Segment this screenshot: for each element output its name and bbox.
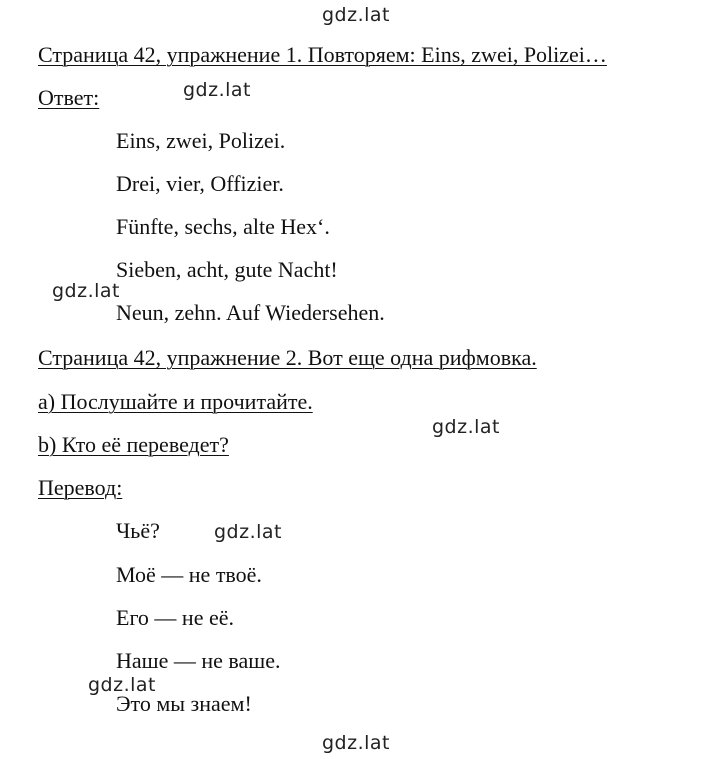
answer-label: Ответ: [38,85,100,110]
translation-line-3: Его — не её. [116,605,234,630]
watermark: gdz.lat [432,416,501,438]
watermark: gdz.lat [183,79,252,101]
task-b: b) Кто её переведет? [38,432,229,457]
translation-line-1: Чьё? [116,518,160,543]
task-a: а) Послушайте и прочитайте. [38,389,313,414]
verse-line-3: Fünfte, sechs, alte Hex‘. [116,214,330,239]
watermark: gdz.lat [88,674,157,696]
verse-line-1: Eins, zwei, Polizei. [116,128,286,153]
watermark: gdz.lat [214,521,283,543]
watermark-top: gdz.lat [322,4,391,26]
translation-line-4: Наше — не ваше. [116,648,281,673]
watermark: gdz.lat [52,280,121,302]
exercise-1-heading: Страница 42, упражнение 1. Повторяем: Eins, zwei, Polizei… [38,42,607,67]
verse-line-5: Neun, zehn. Auf Wiedersehen. [116,300,385,325]
verse-line-4: Sieben, acht, gute Nacht! [116,257,338,282]
watermark-bottom: gdz.lat [322,732,391,754]
translation-label: Перевод: [38,475,123,500]
verse-line-2: Drei, vier, Offizier. [116,171,284,196]
exercise-2-heading: Страница 42, упражнение 2. Вот еще одна рифмовка. [38,345,537,370]
translation-line-5: Это мы знаем! [116,691,252,716]
translation-line-2: Моё — не твоё. [116,562,262,587]
